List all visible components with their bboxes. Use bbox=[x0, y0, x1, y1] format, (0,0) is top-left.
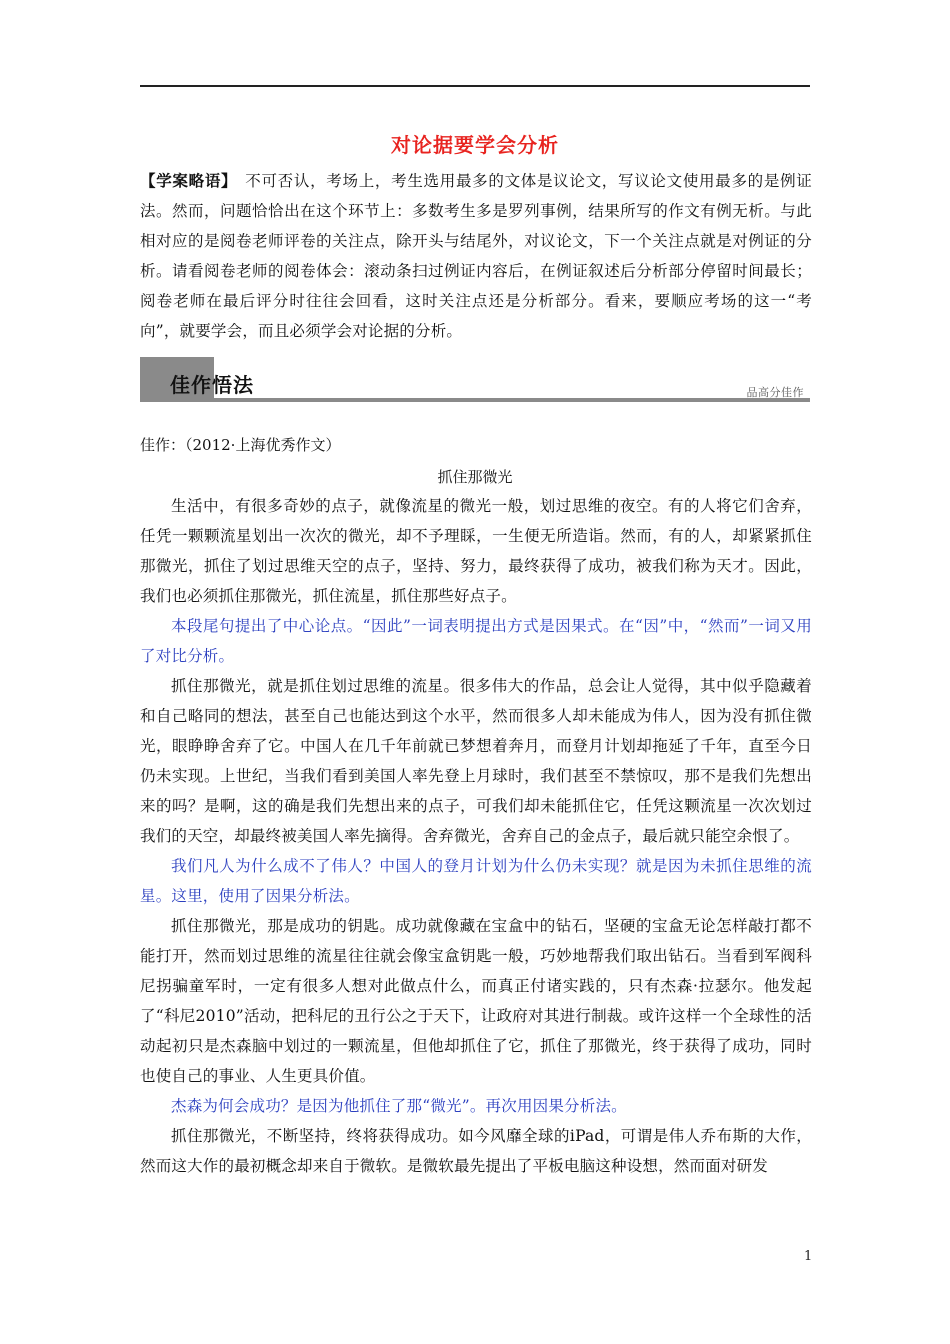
header-rule bbox=[140, 85, 810, 87]
intro-tag: 【学案略语】 bbox=[140, 172, 238, 190]
intro-paragraph bbox=[140, 166, 812, 346]
essay-body bbox=[140, 491, 812, 1181]
section-banner bbox=[140, 357, 810, 405]
document-title: 对论据要学会分析 bbox=[391, 133, 559, 157]
essay-paragraph-3: 抓住那微光，那是成功的钥匙。成功就像藏在宝盒中的钻石，坚硬的宝盒无论怎样敲打都不能打开，然而划过思维的流星往往就会像宝盒钥匙一般，巧妙地帮我们取出钻石。当看到军阀科尼拐骗童军时，一定有很多人想对此做点什么，而真正付诸实践的，只有杰森·拉瑟尔。他发起了“科尼2010”活动，把科尼的丑行公之于天下，让政府对其进行制裁。或许这样一个全球性的活动起初只是杰森脑中划过的一颗流星，但他却抓住了它，抓住了那微光，终于获得了成功，同时也使自己的事业、人生更具价值。 bbox=[140, 917, 812, 1085]
essay-paragraph-2: 抓住那微光，就是抓住划过思维的流星。很多伟大的作品，总会让人觉得，其中似乎隐藏着和自己略同的想法，甚至自己也能达到这个水平，然而很多人却未能成为伟人，因为没有抓住微光，眼睁睁舍弃了它。中国人在几千年前就已梦想着奔月，而登月计划却拖延了千年，直至今日仍未实现。上世纪，当我们看到美国人率先登上月球时，我们甚至不禁惊叹，那不是我们先想出来的吗？是啊，这的确是我们先想出来的点子，可我们却未能抓住它，任凭这颗流星一次次划过我们的天空，却最终被美国人率先摘得。舍弃微光，舍弃自己的金点子，最后就只能空余恨了。 bbox=[140, 677, 812, 845]
section-heading: 佳作悟法 bbox=[170, 373, 254, 397]
analysis-comment-1: 本段尾句提出了中心论点。“因此”一词表明提出方式是因果式。在“因”中，“然而”一词又用了对比分析。 bbox=[140, 617, 812, 665]
intro-text: 不可否认，考场上，考生选用最多的文体是议论文，写议论文使用最多的是例证法。然而，问题恰恰出在这个环节上：多数考生多是罗列事例，结果所写的作文有例无析。与此相对应的是阅卷老师评卷的关注点，除开头与结尾外，对议论文，下一个关注点就是对例证的分析。请看阅卷老师的阅卷体会：滚动条扫过例证内容后，在例证叙述后分析部分停留时间最长；阅卷老师在最后评分时往往会回看，这时关注点还是分析部分。看来，要顺应考场的这一“考向”，就要学会，而且必须学会对论据的分析。 bbox=[140, 172, 812, 340]
analysis-comment-2: 我们凡人为什么成不了伟人？中国人的登月计划为什么仍未实现？就是因为未抓住思维的流星。这里，使用了因果分析法。 bbox=[140, 857, 812, 905]
essay-source: 佳作：（2012·上海优秀作文） bbox=[140, 436, 341, 454]
analysis-comment-3: 杰森为何会成功？是因为他抓住了那“微光”。再次用因果分析法。 bbox=[171, 1097, 627, 1115]
banner-underline bbox=[140, 398, 810, 402]
section-tagline: 品高分佳作 bbox=[746, 386, 804, 399]
page-number: 1 bbox=[804, 1249, 813, 1264]
essay-paragraph-4: 抓住那微光，不断坚持，终将获得成功。如今风靡全球的iPad，可谓是伟人乔布斯的大作，然而这大作的最初概念却来自于微软。是微软最先提出了平板电脑这种设想，然而面对研发 bbox=[140, 1127, 812, 1175]
essay-title: 抓住那微光 bbox=[437, 468, 513, 486]
essay-paragraph-1: 生活中，有很多奇妙的点子，就像流星的微光一般，划过思维的夜空。有的人将它们舍弃，任凭一颗颗流星划出一次次的微光，却不予理睬，一生便无所造诣。然而，有的人，却紧紧抓住那微光，抓住了划过思维天空的点子，坚持、努力，最终获得了成功，被我们称为天才。因此，我们也必须抓住那微光，抓住流星，抓住那些好点子。 bbox=[140, 497, 812, 605]
